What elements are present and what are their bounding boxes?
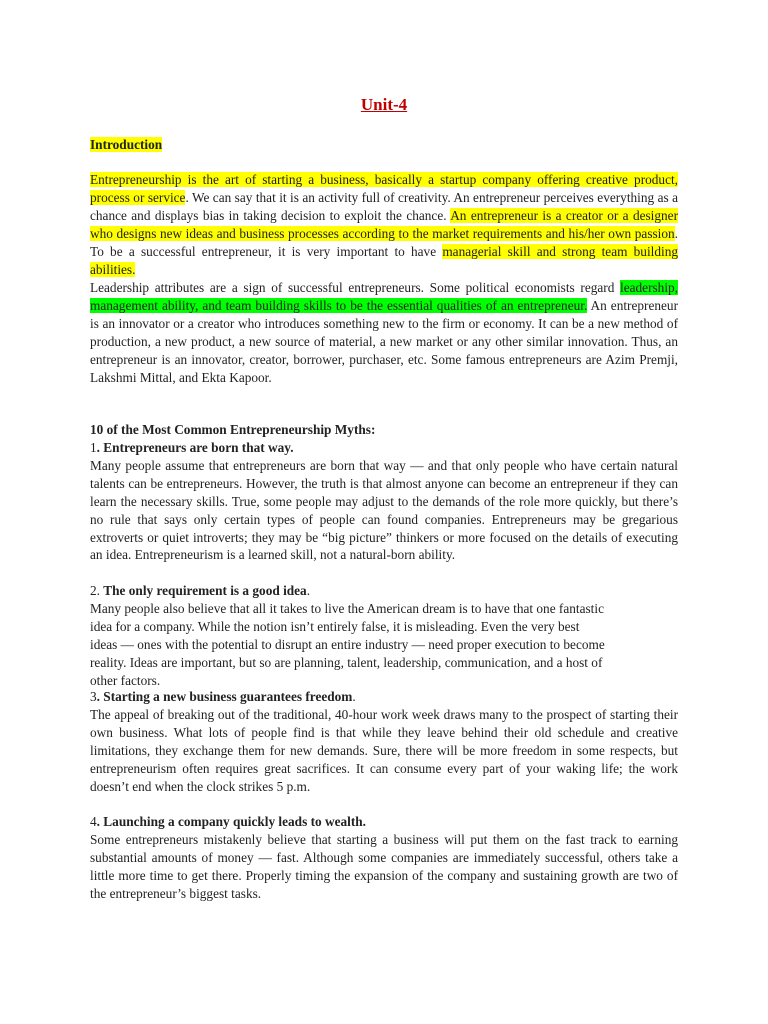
myth-2 (90, 582, 678, 689)
intro-highlight-2: An entrepreneur is a creator or a designer who designs new ideas and business processes according to the market requirements and his/her own passion (90, 207, 678, 241)
myth-1 (90, 439, 678, 564)
intro-text-1: . We can say that it is an activity full of creativity. An entrepreneur perceives everything as a chance and displays bias in taking decision to exploit the chance. (90, 189, 678, 223)
myth-3-body: The appeal of breaking out of the traditional, 40-hour work week draws many to the prospect of starting their own business. What lots of people find is that while they leave behind their old schedule and creative limitations, they exchange them for new demands. Sure, there will be more freedom in some respects, but entrepreneurism often requires great sacrifices. It can consume every part of your waking life; the work doesn’t end when the clock strikes 5 p.m. (90, 706, 678, 794)
myth-3-number: 3 (90, 689, 97, 704)
myth-3 (90, 688, 678, 795)
myth-4-body: Some entrepreneurs mistakenly believe that starting a business will put them on the fast track to earning substantial amounts of money — fast. Although some companies are immediately successful, others take a little more time to get there. Properly timing the expansion of the company and sustaining growth are two of the entrepreneur’s biggest tasks. (90, 831, 678, 901)
myth-1-body: Many people assume that entrepreneurs are born that way — and that only people who have certain natural talents can be entrepreneurs. However, the truth is that almost anyone can become an entrepreneur if they can learn the necessary skills. True, some people may adjust to the demands of the role more quickly, but there’s no rule that says only certain types of people can found companies. Entrepreneurs may be gregarious extroverts or quiet introverts; they may be “big picture” thinkers or more focused on the details of executing an idea. Entrepreneurism is a learned skill, not a natural-born ability. (90, 457, 678, 563)
page-title: Unit-4 (360, 95, 408, 114)
intro-highlight-1: Entrepreneurship is the art of starting a business, basically a startup company offering creative product, process or service (90, 172, 678, 205)
myth-1-number: 1 (90, 440, 97, 455)
myth-2-line: other factors. (90, 672, 161, 688)
intro-paragraph (90, 171, 678, 278)
myth-4-title-text: . Launching a company quickly leads to wealth. (96, 814, 366, 829)
intro-text-2: . To be a successful entrepreneur, it is very important to have (90, 225, 678, 259)
myth-2-title-text: The only requirement is a good idea (103, 583, 307, 598)
leadership-text-1: Leadership attributes are a sign of successful entrepreneurs. Some political economists regard (90, 280, 621, 295)
leadership-highlight: leadership, management ability, and team building skills to be the essential qualities of an entrepreneur. (90, 280, 678, 313)
myth-4 (90, 813, 678, 903)
myth-3-title-text: . Starting a new business guarantees freedom (96, 689, 353, 704)
myth-4-number: 4 (90, 814, 97, 829)
myth-2-line: reality. Ideas are important, but so are planning, talent, leadership, communication, and a host of (90, 654, 603, 670)
myth-2-number: 2. (90, 583, 104, 598)
myth-3-title-tail: . (352, 689, 356, 704)
myth-3-title (90, 688, 678, 706)
intro-highlight-3: managerial skill and strong team building abilities. (90, 243, 678, 277)
myth-1-title (90, 439, 678, 457)
myths-heading-text: 10 of the Most Common Entrepreneurship Myths: (90, 422, 376, 437)
introduction-heading-text: Introduction (90, 137, 163, 152)
leadership-text-2: An entrepreneur is an innovator or a creator who introduces something new to the firm or economy. It can be a new method of production, a new product, a new source of material, a new market or any other similar innovation. Thus, an entrepreneur is an innovator, creator, borrower, purchaser, etc. Some famous entrepreneurs are Azim Premji, Lakshmi Mittal, and Ekta Kapoor. (90, 297, 678, 385)
myth-4-title (90, 813, 678, 831)
myths-heading (90, 421, 678, 439)
myth-2-line: idea for a company. While the notion isn’t entirely false, it is misleading. Even the very best (90, 618, 580, 634)
myth-1-title-text: . Entrepreneurs are born that way. (96, 440, 294, 455)
leadership-paragraph (90, 279, 678, 386)
introduction-heading (90, 136, 678, 154)
myth-2-line: Many people also believe that all it takes to live the American dream is to have that one fantastic (90, 600, 604, 616)
myth-2-line: ideas — ones with the potential to disrupt an entire industry — need proper execution to become (90, 636, 605, 652)
myth-2-title (90, 582, 678, 600)
myth-2-title-tail: . (306, 583, 311, 598)
